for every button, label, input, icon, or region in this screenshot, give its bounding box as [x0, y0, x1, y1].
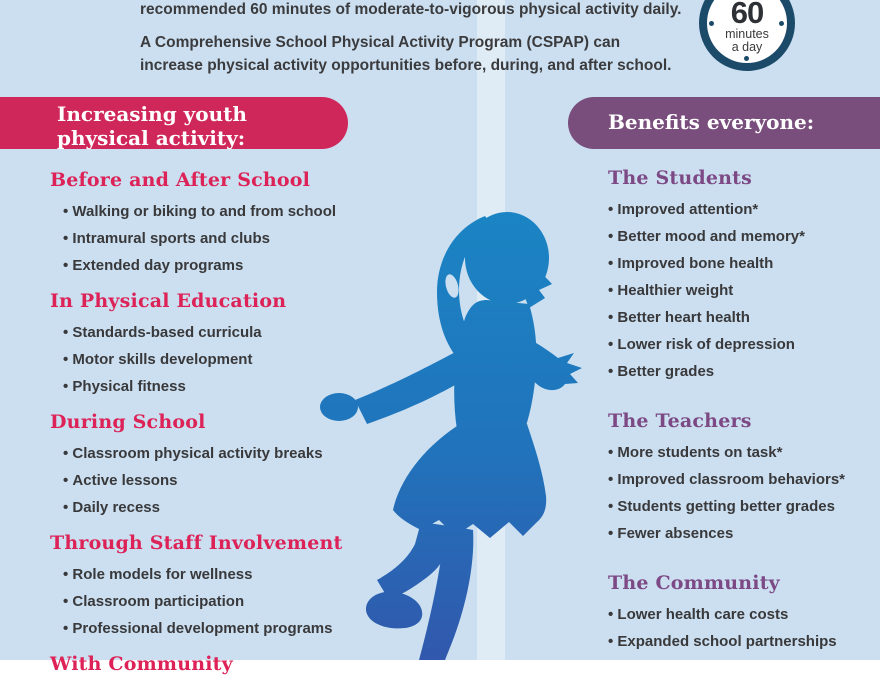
bullet-item: • Intramural sports and clubs	[63, 225, 400, 252]
bullet-item: • Active lessons	[63, 467, 400, 494]
bullet-item: • Classroom participation	[63, 588, 400, 615]
bullet-item: • Improved classroom behaviors*	[608, 466, 880, 493]
bullet-list	[608, 601, 880, 655]
section-heading: The Community	[608, 572, 780, 594]
bullet-item: • Better mood and memory*	[608, 223, 880, 250]
banner-line: Benefits everyone:	[608, 110, 815, 134]
sixty-minutes-badge	[699, 0, 795, 71]
intro-line: recommended 60 minutes of moderate-to-vigorous physical activity daily.	[140, 1, 682, 18]
section-heading: The Teachers	[608, 410, 752, 432]
bullet-item: • Classroom physical activity breaks	[63, 440, 400, 467]
badge-dot-icon	[744, 56, 749, 61]
bullet-list	[608, 196, 880, 385]
badge-unit-line2: a day	[731, 40, 763, 54]
bullet-item: • Walking or biking to and from school	[63, 198, 400, 225]
benefits-banner	[568, 97, 880, 149]
bullet-item: • Better heart health	[608, 304, 880, 331]
list-section	[608, 409, 880, 547]
section-heading: With Community	[50, 653, 233, 675]
bullet-item: • Expanded school partnerships	[608, 628, 880, 655]
banner-line: Increasing youth	[57, 102, 247, 126]
section-heading: In Physical Education	[50, 290, 287, 312]
bullet-item: • Extended day programs	[63, 252, 400, 279]
bullet-list	[608, 439, 880, 547]
section-heading: Before and After School	[50, 169, 311, 191]
bullet-item: • More students on task*	[608, 439, 880, 466]
section-heading: The Students	[608, 167, 753, 189]
list-section	[608, 571, 880, 655]
intro-paragraphs	[140, 0, 682, 77]
intro-line: increase physical activity opportunities before, during, and after school.	[140, 57, 672, 74]
bullet-item: • Students getting better grades	[608, 493, 880, 520]
bullet-item: • Lower health care costs	[608, 601, 880, 628]
increasing-activity-banner	[0, 97, 348, 149]
intro-line: A Comprehensive School Physical Activity Program (CSPAP) can	[140, 34, 621, 51]
bullet-item: • Lower risk of depression	[608, 331, 880, 358]
list-section	[608, 166, 880, 385]
bullet-item: • Daily recess	[63, 494, 400, 521]
section-heading: During School	[50, 411, 206, 433]
badge-number: 60	[730, 0, 764, 30]
bullet-item: • Improved bone health	[608, 250, 880, 277]
benefits-sections-column	[608, 166, 880, 679]
bullet-item: • Motor skills development	[63, 346, 400, 373]
badge-unit-line1: minutes	[725, 27, 769, 41]
girl-running-silhouette-icon	[325, 200, 590, 660]
bullet-item: • Role models for wellness	[63, 561, 400, 588]
bullet-item: • Fewer absences	[608, 520, 880, 547]
bullet-item: • Healthier weight	[608, 277, 880, 304]
bullet-item: • Physical fitness	[63, 373, 400, 400]
bullet-item: • Better grades	[608, 358, 880, 385]
bullet-item: • Improved attention*	[608, 196, 880, 223]
section-heading: Through Staff Involvement	[50, 532, 343, 554]
banner-line: physical activity:	[57, 126, 246, 150]
bullet-item: • Standards-based curricula	[63, 319, 400, 346]
bullet-item: • Professional development programs	[63, 615, 400, 642]
